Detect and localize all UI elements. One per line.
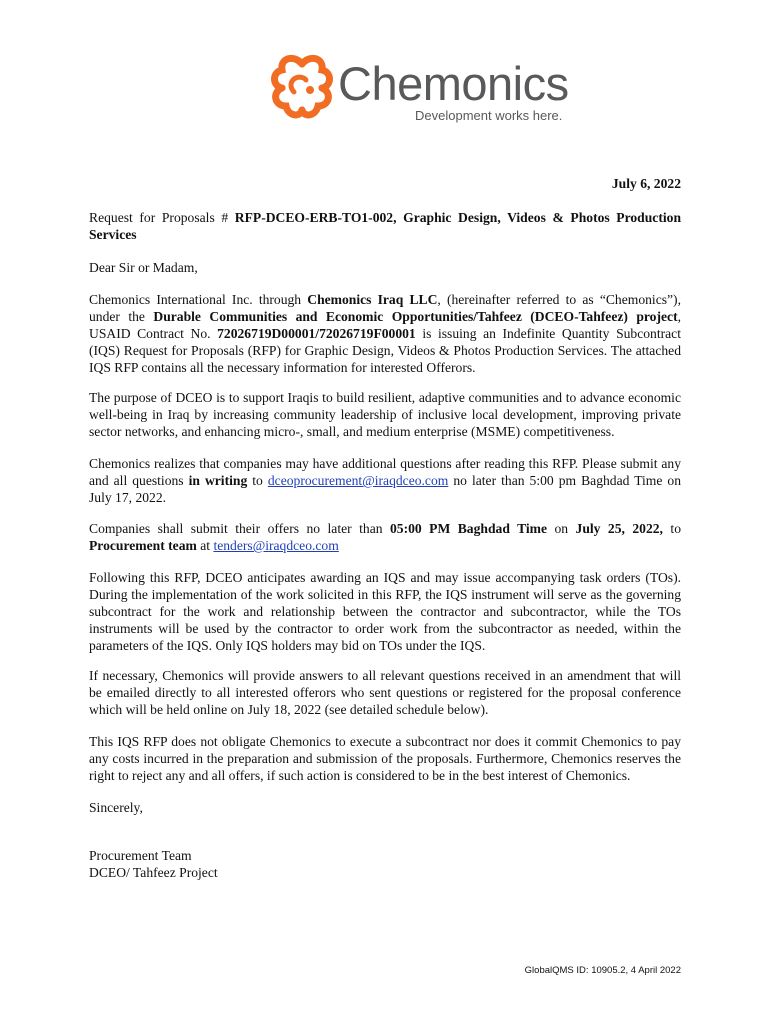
subject-title: RFP-DCEO-ERB-TO1-002, Graphic Design, Videos & Photos Production Services bbox=[89, 210, 682, 242]
tenders-email-link[interactable]: tenders@iraqdceo.com bbox=[213, 538, 339, 553]
p4-recipient: Procurement team bbox=[89, 538, 197, 553]
chemonics-logo-mark-icon bbox=[268, 52, 336, 120]
subject-prefix: Request for Proposals # bbox=[89, 210, 235, 225]
paragraph-intro bbox=[89, 291, 681, 376]
procurement-email-link[interactable]: dceoprocurement@iraqdceo.com bbox=[267, 473, 449, 488]
p1-text-c: , (hereinafter referred to as “Chemonics”), under the bbox=[89, 292, 681, 324]
footer-doc-id: GlobalQMS ID: 10905.2, 4 April 2022 bbox=[524, 965, 681, 976]
closing: Sincerely, bbox=[89, 800, 143, 815]
p1-contract-number: 72026719D00001/72026719F00001 bbox=[217, 326, 416, 341]
p1-text-e: , USAID Contract No. bbox=[89, 309, 682, 341]
p1-company: Chemonics Iraq LLC bbox=[307, 292, 438, 307]
p1-project: Durable Communities and Economic Opportunities/Tahfeez (DCEO-Tahfeez) project bbox=[153, 309, 678, 324]
p4-text-e: to bbox=[662, 521, 681, 536]
letter-subject bbox=[89, 209, 681, 243]
paragraph-purpose: The purpose of DCEO is to support Iraqis to build resilient, adaptive communities and to advance economic well-being in Iraq by increasing community leadership of inclusive local development, improving private sector networks, and enhancing micro-, small, and medium enterprise (MSME) competitiveness. bbox=[89, 390, 681, 439]
p3-text-a: Chemonics realizes that companies may have additional questions after reading this RFP. Please submit any and all questions bbox=[89, 456, 681, 488]
signatory-project: DCEO/ Tahfeez Project bbox=[89, 865, 218, 880]
paragraph-questions bbox=[89, 455, 681, 506]
p1-text-a: Chemonics International Inc. through bbox=[89, 292, 308, 307]
p4-text-a: Companies shall submit their offers no later than bbox=[89, 521, 390, 536]
signature-block bbox=[89, 847, 681, 881]
p3-text-c: to bbox=[247, 473, 268, 488]
salutation: Dear Sir or Madam, bbox=[89, 260, 198, 275]
paragraph-amendment: If necessary, Chemonics will provide answers to all relevant questions received in an amendment that will be emailed directly to all interested offerors who sent questions or registered for the proposal conference which will be held online on July 18, 2022 (see detailed schedule below). bbox=[89, 668, 681, 717]
p1-text-g: is issuing an Indefinite Quantity Subcontract (IQS) Request for Proposals (RFP) for Graphic Design, Videos & Photos Production Services. The attached IQS RFP contains all the necessary information for interested Offerors. bbox=[89, 326, 681, 375]
p4-text-g: at bbox=[196, 538, 214, 553]
signatory-team: Procurement Team bbox=[89, 848, 192, 863]
p4-text-c: on bbox=[547, 521, 576, 536]
brand-tagline: Development works here. bbox=[415, 108, 563, 123]
p4-deadline-date: July 25, 2022, bbox=[575, 521, 663, 536]
p3-in-writing: in writing bbox=[188, 473, 248, 488]
p4-deadline-time: 05:00 PM Baghdad Time bbox=[389, 521, 548, 536]
letter-date: July 6, 2022 bbox=[611, 176, 681, 191]
paragraph-obligation: This IQS RFP does not obligate Chemonics to execute a subcontract nor does it commit Chemonics to pay any costs incurred in the preparation and submission of the proposals. Furthermore, Chemonics reserves the right to reject any and all offers, if such action is considered to be in the best interest of Chemonics. bbox=[89, 734, 681, 783]
brand-name: Chemonics bbox=[338, 57, 569, 110]
paragraph-iqs: Following this RFP, DCEO anticipates awarding an IQS and may issue accompanying task orders (TOs). During the implementation of the work solicited in this RFP, the IQS instrument will serve as the governing subcontract for the work and relationship between the contractor and subcontractor, while the TOs instruments will be used by the contractor to order work from the subcontractor as needed, within the parameters of the IQS. Only IQS holders may bid on TOs under the IQS. bbox=[89, 570, 681, 653]
paragraph-deadline bbox=[89, 520, 681, 554]
p3-text-d: no later than 5:00 pm Baghdad Time on July 17, 2022. bbox=[89, 473, 682, 505]
chemonics-logo bbox=[268, 52, 578, 126]
